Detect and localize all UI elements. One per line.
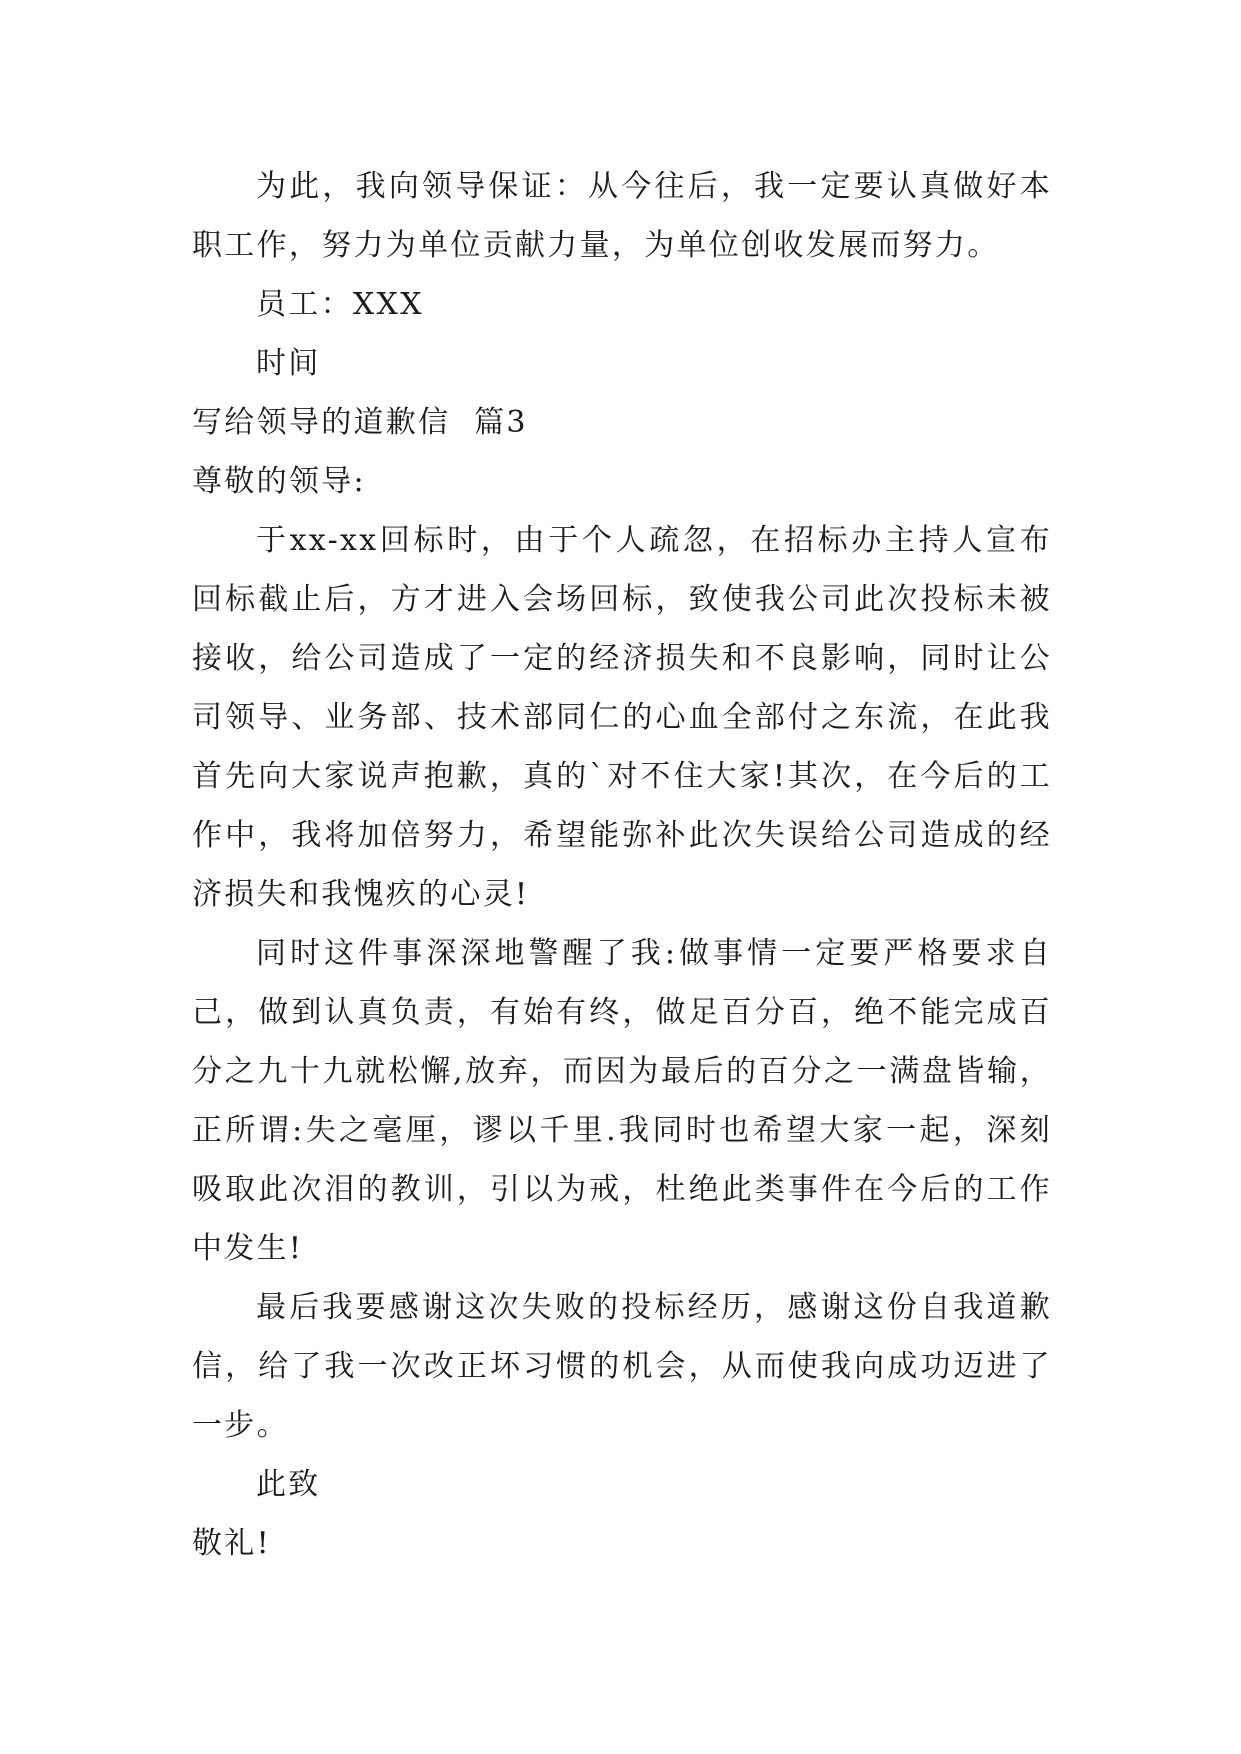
pledge-paragraph: 为此，我向领导保证：从今往后，我一定要认真做好本职工作，努力为单位贡献力量，为单位创收发展而努力。: [192, 169, 1052, 263]
reflection-paragraph: 同时这件事深深地警醒了我:做事情一定要严格要求自己，做到认真负责，有始有终，做足百分百，绝不能完成百分之九十九就松懈,放弃，而因为最后的百分之一满盘皆输，正所谓:失之毫厘，谬以千里.我同时也希望大家一起，深刻吸取此次泪的教训，引以为戒，杜绝此类事件在今后的工作中发生!: [192, 936, 1052, 1266]
section-heading: 写给领导的道歉信 篇3: [192, 405, 528, 440]
employee-signature: 员工：XXX: [256, 287, 424, 322]
document-body: [192, 157, 1052, 1573]
gratitude-paragraph: 最后我要感谢这次失败的投标经历，感谢这份自我道歉信，给了我一次改正坏习惯的机会，从而使我向成功迈进了一步。: [192, 1290, 1052, 1443]
regards-line: 敬礼!: [192, 1526, 271, 1561]
date-line: 时间: [256, 346, 321, 381]
closing-line: 此致: [256, 1467, 321, 1502]
apology-paragraph: 于xx-xx回标时，由于个人疏忽，在招标办主持人宣布回标截止后，方才进入会场回标，致使我公司此次投标未被接收，给公司造成了一定的经济损失和不良影响，同时让公司领导、业务部、技术部同仁的心血全部付之东流，在此我首先向大家说声抱歉，真的`对不住大家!其次，在今后的工作中，我将加倍努力，希望能弥补此次失误给公司造成的经济损失和我愧疚的心灵!: [192, 523, 1052, 912]
salutation: 尊敬的领导:: [192, 464, 366, 499]
